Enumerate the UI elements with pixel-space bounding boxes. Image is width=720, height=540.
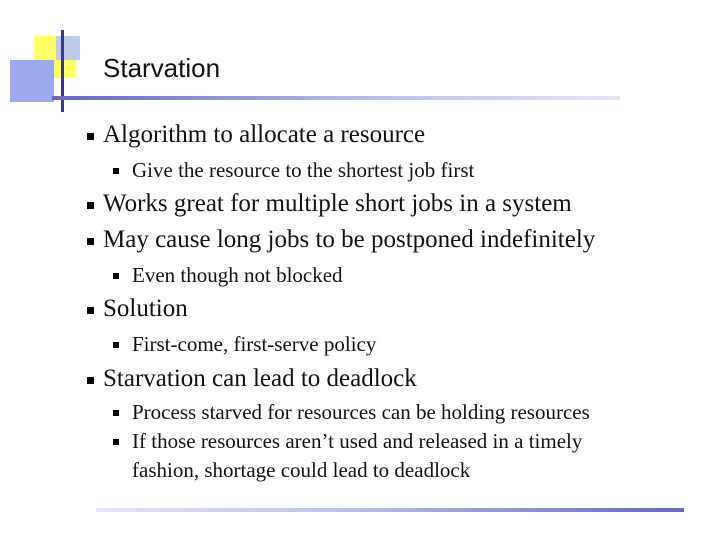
bullet-square-icon	[87, 202, 94, 209]
bullet-square-icon	[87, 307, 94, 314]
bullet-text: Algorithm to allocate a resource	[103, 121, 426, 148]
sub-bullet-square-icon	[113, 439, 119, 445]
sub-bullet-square-icon	[113, 410, 119, 416]
sub-bullet-square-icon	[113, 168, 119, 174]
bullet-square-icon	[87, 133, 94, 140]
sub-bullet-square-icon	[113, 273, 119, 279]
sub-bullet-square-icon	[113, 342, 119, 348]
footer-line	[96, 508, 684, 512]
sub-bullet-text-continued: fashion, shortage could lead to deadlock	[132, 458, 471, 482]
sub-bullet-text: If those resources aren’t used and released in a timely	[132, 429, 583, 453]
bullet-text: Solution	[103, 295, 188, 322]
bullet-text: May cause long jobs to be postponed indefinitely	[103, 226, 596, 253]
bullet-square-icon	[87, 238, 94, 245]
bullet-text: Works great for multiple short jobs in a system	[103, 190, 572, 217]
sub-bullet-text: First-come, first-serve policy	[132, 332, 377, 356]
bullet-text: Starvation can lead to deadlock	[103, 365, 417, 392]
decorative-light-blue-square	[56, 36, 80, 60]
sub-bullet-text: Process starved for resources can be holding resources	[132, 400, 590, 424]
decorative-blue-square	[10, 60, 54, 102]
sub-bullet-text: Even though not blocked	[132, 263, 343, 287]
bullet-square-icon	[87, 377, 94, 384]
title-underline	[52, 96, 620, 100]
sub-bullet-text: Give the resource to the shortest job first	[132, 158, 475, 182]
slide-title: Starvation	[103, 53, 221, 83]
